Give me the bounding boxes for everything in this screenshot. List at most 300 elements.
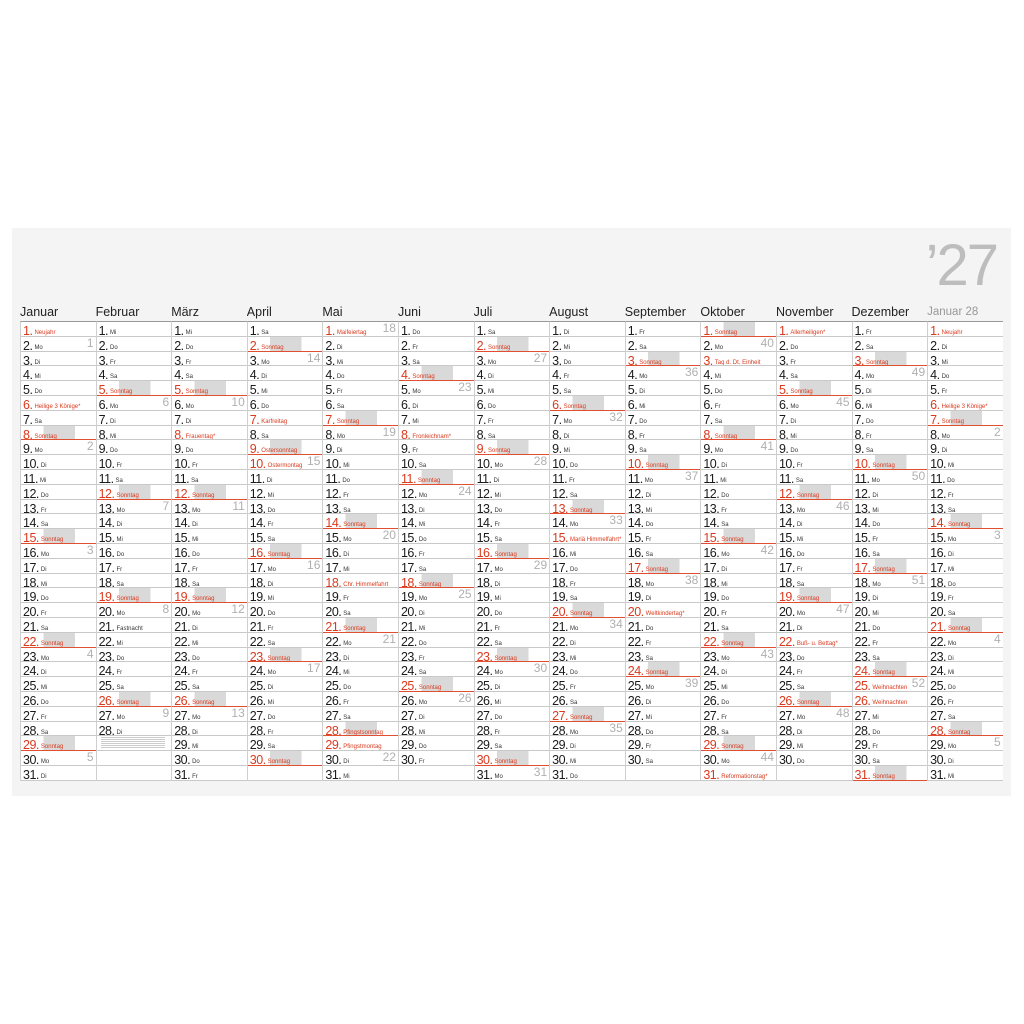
- day-label: Do: [865, 418, 874, 425]
- day-row: [853, 455, 928, 470]
- day-label: Di: [192, 625, 198, 632]
- day-number: 29.: [400, 738, 417, 752]
- day-row: [701, 707, 776, 722]
- day-label: Mo: [192, 714, 201, 721]
- day-number: 23.: [98, 649, 115, 663]
- day-label: Sa: [116, 685, 124, 692]
- day-row: [701, 633, 776, 648]
- day-number: 1.: [400, 324, 411, 337]
- day-label: Do: [342, 477, 350, 484]
- day-label: Sa: [418, 463, 427, 470]
- day-number: 13.: [400, 501, 417, 515]
- day-number: 2.: [325, 338, 335, 352]
- day-number: 10.: [174, 457, 191, 470]
- day-number: 12.: [552, 486, 569, 500]
- day-row: [399, 707, 474, 722]
- day-row: [550, 396, 625, 411]
- day-row: [626, 722, 701, 737]
- day-row: [97, 603, 172, 618]
- day-label: Do: [40, 596, 49, 603]
- day-number: 8.: [476, 427, 486, 441]
- day-row: [248, 722, 323, 737]
- day-number: 26.: [854, 693, 871, 707]
- week-number: 25: [458, 588, 472, 602]
- day-label: Di: [948, 655, 954, 662]
- day-label: Do: [645, 625, 654, 632]
- day-row: [399, 559, 474, 574]
- day-label: Do: [714, 389, 723, 396]
- day-label: Sa: [267, 537, 276, 544]
- day-label: Do: [267, 611, 276, 618]
- day-row: [323, 337, 398, 352]
- week-number: 26: [458, 691, 472, 705]
- month-column: [852, 304, 928, 781]
- day-label: Sonntag: [796, 596, 820, 603]
- day-row: [248, 337, 323, 352]
- day-label: Mo: [721, 655, 730, 662]
- week-number: 52: [911, 677, 926, 691]
- day-number: 5.: [627, 383, 638, 396]
- day-row: [399, 529, 474, 544]
- day-row: [626, 751, 701, 766]
- day-label: Fr: [948, 492, 954, 499]
- day-row: [21, 618, 96, 633]
- day-label: Sa: [872, 655, 880, 662]
- day-number: 15.: [476, 531, 493, 544]
- day-row: [21, 485, 96, 500]
- day-number: 14.: [476, 516, 493, 530]
- day-row: [21, 544, 96, 559]
- day-number: 4.: [854, 368, 864, 382]
- day-number: 9.: [174, 442, 184, 456]
- day-number: 7.: [23, 412, 33, 426]
- day-number: 18.: [930, 575, 947, 589]
- day-row: [853, 514, 928, 529]
- week-number: 31: [533, 765, 548, 779]
- week-number: 4: [86, 647, 94, 661]
- month-name: Juni: [397, 305, 421, 319]
- day-row: [323, 588, 398, 603]
- day-label: Mo: [941, 433, 950, 440]
- day-label: Do: [110, 448, 118, 455]
- week-number: 1: [86, 336, 94, 350]
- day-row: [777, 662, 852, 677]
- day-label: Mo: [796, 611, 806, 618]
- day-row: [323, 366, 398, 381]
- day-row: [21, 648, 96, 663]
- day-row: [248, 426, 323, 441]
- day-row: [701, 322, 776, 337]
- day-label: Sonntag: [40, 744, 64, 751]
- day-label: Do: [721, 596, 729, 603]
- day-row: [701, 722, 776, 737]
- day-label: Mo: [343, 640, 352, 647]
- day-number: 7.: [854, 412, 864, 426]
- day-row: [172, 322, 247, 337]
- day-row: [475, 559, 550, 574]
- day-number: 10.: [325, 457, 342, 470]
- day-label: Sa: [494, 537, 502, 544]
- day-label: Mo: [872, 581, 881, 588]
- day-label: Di: [488, 374, 494, 381]
- day-number: 25.: [778, 679, 795, 692]
- day-number: 26.: [476, 693, 493, 707]
- month-name: Dezember: [851, 305, 910, 319]
- day-number: 6.: [400, 397, 411, 411]
- day-row: [97, 662, 172, 677]
- day-row: [626, 529, 701, 544]
- week-number: 39: [684, 677, 699, 691]
- day-number: 13.: [98, 501, 115, 515]
- day-number: 27.: [325, 708, 342, 722]
- week-number: 14: [307, 351, 321, 365]
- day-number: 13.: [854, 501, 871, 515]
- day-row: [399, 736, 474, 751]
- day-label: Fr: [192, 773, 198, 780]
- day-row: [21, 736, 96, 751]
- day-row: [323, 381, 398, 396]
- day-number: 17.: [476, 560, 493, 574]
- day-row: [21, 322, 96, 337]
- day-label: Fr: [494, 729, 501, 736]
- month-name: Mai: [322, 305, 343, 319]
- day-number: 13.: [703, 501, 720, 515]
- day-label: Sonntag: [261, 344, 284, 351]
- day-row: [323, 692, 398, 707]
- day-row: [853, 677, 928, 692]
- day-label: Fr: [110, 359, 116, 366]
- day-number: 4.: [476, 368, 486, 382]
- day-label: Sa: [570, 699, 578, 706]
- day-number: 3.: [703, 353, 713, 367]
- day-row: [97, 618, 172, 633]
- week-number: 35: [609, 721, 623, 735]
- day-number: 2.: [23, 338, 33, 352]
- day-label: Mo: [40, 655, 50, 662]
- day-label: Fr: [865, 433, 872, 440]
- day-number: 17.: [98, 560, 115, 574]
- day-row: [626, 588, 701, 603]
- day-label: Mi: [872, 714, 879, 721]
- day-label: Mi: [418, 729, 426, 736]
- day-row: [701, 588, 776, 603]
- week-number: 16: [307, 558, 321, 572]
- week-number: 30: [533, 662, 548, 676]
- day-number: 10.: [552, 457, 569, 470]
- day-label: Sonntag: [714, 330, 738, 336]
- day-label: Sa: [34, 418, 42, 425]
- day-label: Mi: [192, 744, 199, 751]
- day-row: [701, 692, 776, 707]
- day-row: [475, 751, 550, 766]
- day-row: [701, 500, 776, 515]
- day-label: Mi: [116, 537, 123, 544]
- day-label: Di: [645, 699, 652, 706]
- day-row: [928, 633, 1003, 648]
- day-label: Sonntag: [336, 418, 360, 425]
- week-number: 5: [994, 736, 1001, 750]
- day-label: Mi: [790, 433, 797, 440]
- day-row: [550, 736, 625, 751]
- day-label: Fronleichnam*: [412, 433, 452, 440]
- empty-day-row: [626, 766, 701, 781]
- day-label: Sonntag: [116, 596, 139, 603]
- day-number: 17.: [249, 560, 266, 574]
- day-number: 10.: [778, 457, 795, 470]
- day-label: Fr: [645, 744, 652, 751]
- week-number: 34: [609, 617, 623, 631]
- day-number: 20.: [325, 605, 342, 618]
- month-column: [322, 304, 398, 781]
- day-number: 14.: [23, 516, 39, 530]
- day-row: [626, 322, 701, 337]
- day-row: [550, 692, 625, 707]
- day-number: 23.: [325, 649, 342, 663]
- day-number: 11.: [174, 471, 190, 485]
- day-number: 8.: [930, 427, 940, 441]
- day-number: 28.: [400, 723, 417, 737]
- empty-day-row: [777, 766, 852, 781]
- day-label: Sa: [116, 581, 124, 588]
- day-number: 12.: [23, 486, 39, 500]
- day-row: [626, 514, 701, 529]
- day-label: Do: [796, 655, 805, 662]
- day-row: [928, 707, 1003, 722]
- day-label: Mo: [116, 714, 125, 721]
- day-row: [928, 485, 1003, 500]
- day-label: Do: [488, 403, 496, 410]
- day-label: Mi: [418, 625, 426, 632]
- day-label: Do: [267, 714, 276, 721]
- day-label: Mi: [645, 714, 652, 721]
- day-row: [323, 633, 398, 648]
- day-number: 21.: [552, 619, 569, 633]
- day-number: 16.: [400, 545, 417, 559]
- day-number: 8.: [552, 427, 562, 441]
- day-label: Mo: [185, 403, 194, 410]
- day-number: 16.: [703, 545, 720, 559]
- day-number: 4.: [174, 368, 184, 382]
- day-number: 21.: [854, 619, 871, 633]
- day-label: Di: [941, 344, 948, 351]
- day-number: 20.: [98, 605, 115, 618]
- day-row: [323, 529, 398, 544]
- day-row: [853, 736, 928, 751]
- day-number: 4.: [627, 368, 638, 382]
- day-row: [550, 588, 625, 603]
- day-label: Mi: [948, 566, 955, 573]
- day-label: Mi: [192, 537, 199, 544]
- day-row: [928, 677, 1003, 692]
- day-number: 24.: [854, 664, 871, 678]
- week-number: 20: [382, 529, 396, 543]
- day-number: 25.: [325, 679, 342, 692]
- day-row: [928, 500, 1003, 515]
- day-row: [399, 411, 474, 426]
- day-row: [21, 707, 96, 722]
- day-label: Sonntag: [343, 625, 366, 632]
- day-label: Fr: [343, 699, 349, 706]
- month-name: Juli: [473, 305, 493, 319]
- day-row: [701, 381, 776, 396]
- day-label: Fr: [948, 596, 954, 603]
- day-row: [97, 707, 172, 722]
- day-label: Sa: [488, 330, 496, 336]
- day-row: [701, 455, 776, 470]
- day-label: Mo: [948, 640, 957, 647]
- month-name: März: [171, 305, 199, 319]
- day-row: [399, 500, 474, 515]
- day-label: Fr: [796, 566, 803, 573]
- day-label: Fr: [494, 522, 501, 529]
- day-label: Di: [570, 744, 576, 751]
- day-row: [21, 426, 96, 441]
- day-label: Sonntag: [645, 566, 668, 573]
- day-number: 16.: [174, 545, 191, 559]
- day-row: [172, 485, 247, 500]
- day-label: Di: [110, 418, 116, 425]
- day-number: 4.: [400, 368, 411, 382]
- day-row: [97, 352, 172, 367]
- day-label: Mi: [645, 507, 652, 514]
- day-label: Di: [40, 773, 47, 780]
- day-row: [777, 544, 852, 559]
- day-number: 27.: [778, 708, 795, 722]
- day-number: 10.: [627, 457, 644, 470]
- day-label: Mi: [796, 744, 804, 751]
- day-number: 5.: [249, 383, 260, 396]
- day-label: Mi: [34, 374, 41, 381]
- day-label: Mi: [343, 773, 350, 780]
- day-row: [399, 633, 474, 648]
- day-row: [928, 618, 1003, 633]
- day-row: [323, 455, 398, 470]
- day-row: [928, 337, 1003, 352]
- day-number: 29.: [703, 738, 720, 752]
- day-row: [172, 366, 247, 381]
- week-number: 4: [994, 632, 1001, 646]
- day-label: Di: [418, 714, 425, 721]
- day-label: Sonntag: [872, 773, 895, 780]
- day-number: 17.: [854, 560, 871, 574]
- day-row: [172, 677, 247, 692]
- day-number: 2.: [627, 338, 638, 352]
- day-number: 21.: [174, 619, 191, 633]
- day-number: 31.: [174, 767, 191, 781]
- day-row: [475, 337, 550, 352]
- day-label: Fr: [116, 463, 123, 470]
- day-label: Fr: [40, 507, 47, 514]
- day-number: 27.: [98, 708, 115, 722]
- day-number: 6.: [778, 397, 789, 411]
- day-row: [399, 603, 474, 618]
- day-label: Sonntag: [645, 670, 668, 677]
- day-label: Sa: [267, 744, 276, 751]
- day-row: [323, 662, 398, 677]
- day-row: [323, 751, 398, 766]
- day-number: 12.: [854, 486, 871, 500]
- day-row: [853, 322, 928, 337]
- day-row: [550, 618, 625, 633]
- day-number: 18.: [174, 575, 191, 589]
- day-row: [323, 440, 398, 455]
- day-number: 7.: [476, 412, 486, 426]
- day-number: 26.: [23, 693, 39, 707]
- month-name: September: [624, 305, 686, 319]
- day-row: [928, 455, 1003, 470]
- day-number: 15.: [98, 531, 115, 544]
- month-column: [398, 304, 474, 781]
- day-label: Mi: [267, 596, 275, 603]
- day-row: [777, 440, 852, 455]
- month-column: [700, 304, 776, 781]
- day-label: Sonntag: [418, 581, 442, 588]
- day-row: [399, 544, 474, 559]
- week-number: 13: [231, 706, 245, 720]
- day-row: [323, 559, 398, 574]
- day-label: Do: [494, 507, 503, 514]
- day-label: Fr: [267, 522, 274, 529]
- day-list: [776, 321, 852, 781]
- day-row: [399, 677, 474, 692]
- day-number: 22.: [854, 634, 871, 648]
- day-label: Sa: [948, 714, 956, 721]
- day-label: Mi: [110, 433, 117, 440]
- day-number: 27.: [552, 708, 569, 722]
- day-number: 7.: [627, 412, 638, 426]
- day-row: [626, 707, 701, 722]
- day-row: [475, 455, 550, 470]
- day-label: Di: [261, 374, 267, 381]
- day-number: 6.: [854, 397, 864, 411]
- day-label: Sonntag: [192, 699, 215, 706]
- day-number: 2.: [552, 338, 562, 352]
- day-row: [701, 396, 776, 411]
- day-label: Chr. Himmelfahrt: [343, 581, 389, 588]
- day-number: 2.: [930, 338, 940, 352]
- day-number: 26.: [778, 693, 795, 707]
- day-label: Di: [192, 522, 198, 529]
- day-number: 18.: [854, 575, 871, 589]
- day-number: 30.: [930, 753, 947, 766]
- day-row: [626, 500, 701, 515]
- day-label: Mo: [570, 625, 579, 632]
- day-row: [172, 411, 247, 426]
- day-row: [97, 692, 172, 707]
- month-name: November: [775, 305, 834, 319]
- day-row: [248, 662, 323, 677]
- day-number: 8.: [249, 427, 260, 441]
- day-label: Sa: [865, 448, 874, 455]
- day-number: 20.: [930, 605, 947, 618]
- day-number: 12.: [98, 486, 115, 500]
- day-number: 6.: [325, 397, 335, 411]
- day-row: [97, 322, 172, 337]
- day-row: [399, 514, 474, 529]
- day-label: Sonntag: [494, 759, 517, 766]
- day-row: [701, 736, 776, 751]
- day-row: [323, 426, 398, 441]
- day-number: 29.: [854, 738, 871, 752]
- week-number: 29: [533, 558, 548, 572]
- day-row: [172, 455, 247, 470]
- day-row: [172, 751, 247, 766]
- day-number: 4.: [325, 368, 335, 382]
- day-row: [21, 766, 96, 781]
- day-number: 21.: [930, 619, 947, 633]
- months-grid: [20, 304, 1003, 781]
- day-label: Weltkindertag*: [645, 611, 685, 618]
